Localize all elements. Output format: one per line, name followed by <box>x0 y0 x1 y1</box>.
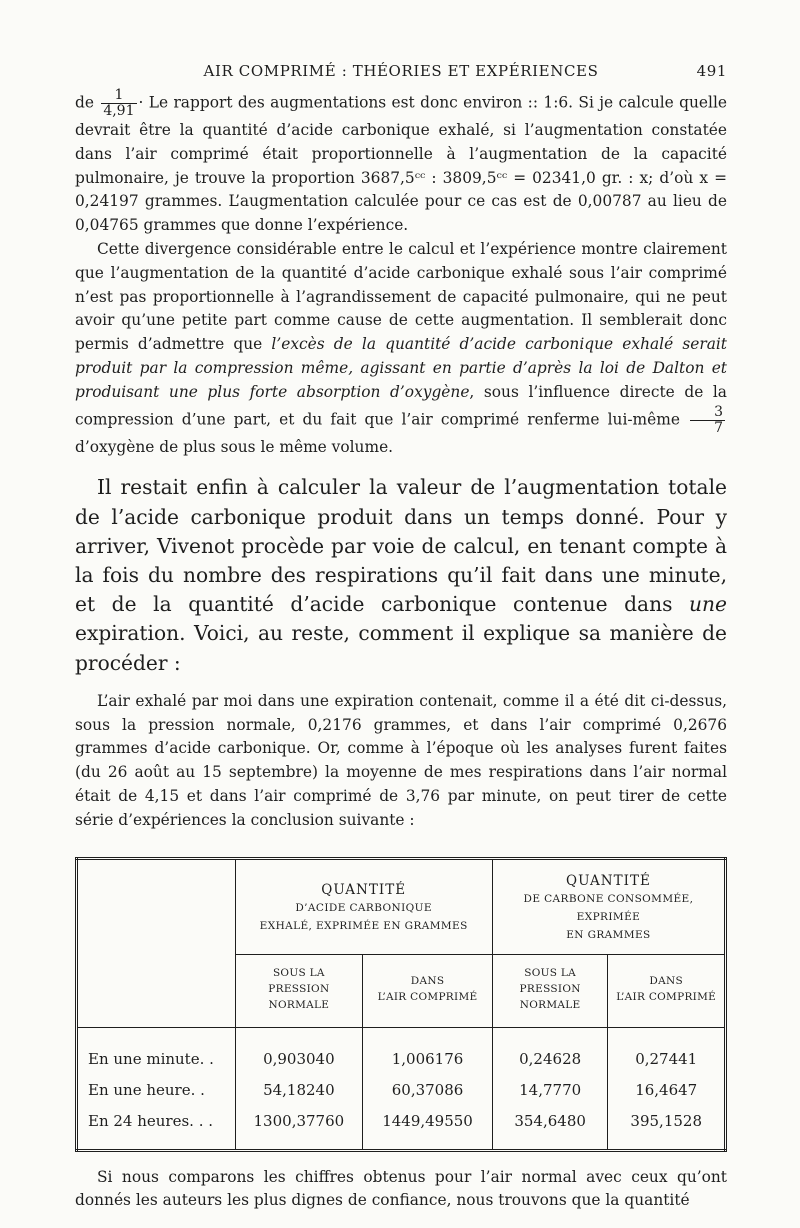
fraction-denominator: 4,91 <box>103 103 135 119</box>
table-cell: 0,903040 <box>235 1027 363 1075</box>
fraction-three-sevenths <box>690 405 725 436</box>
sub-header-line: DANS <box>410 974 445 987</box>
table-cell: 1300,37760 <box>235 1106 363 1151</box>
row-label: En une heure. . <box>88 1081 205 1100</box>
table-cell: 60,37086 <box>363 1075 493 1106</box>
large-paragraph-text <box>75 473 727 677</box>
sub-header-line: PRESSION NORMALE <box>268 982 330 1011</box>
page <box>75 62 727 1213</box>
table-cell: 0,27441 <box>608 1027 726 1075</box>
sub-header <box>492 954 608 1027</box>
table-row <box>77 1106 726 1151</box>
divergence-text-2: , sous l’influence directe de la compression d’une part, et du fait que l’air comprimé renferme lui-même <box>75 382 727 429</box>
table-cell: 54,18240 <box>235 1075 363 1106</box>
large-paragraph <box>75 473 727 677</box>
sub-header-line: NORMALE <box>519 998 581 1011</box>
fraction-numerator: 3 <box>690 405 725 421</box>
table-cell: 395,1528 <box>608 1106 726 1151</box>
sub-header-line: L’AIR COMPRIMÉ <box>377 990 478 1003</box>
row-label: En 24 heures. . . <box>88 1112 214 1131</box>
sub-header-line: SOUS LA PRESSION <box>519 966 581 995</box>
table-row <box>77 1027 726 1075</box>
fraction-numerator: 1 <box>101 88 136 104</box>
upper-text <box>75 88 727 459</box>
page-number: 491 <box>696 62 727 80</box>
sub-header <box>235 954 363 1027</box>
group-subtitle: EN GRAMMES <box>566 928 651 941</box>
row-label: En une minute. . <box>88 1050 214 1069</box>
sub-header-line: SOUS LA <box>272 966 325 979</box>
header-title: AIR COMPRIMÉ : THÉORIES ET EXPÉRIENCES <box>203 62 599 80</box>
quotation-text: L’air exhalé par moi dans une expiration contenait, comme il a été dit ci-dessus, sous la pression normale, 0,2176 grammes, et dans l’air comprimé 0,2676 grammes d’acide carbonique. Or, comme à l’époque où les analyses furent faites (du 26 août au 15 septembre) la moyenne de mes respirations dans l’air normal était de 4,15 et dans l’air comprimé de 3,76 par minute, on peut tirer de cette série d’expériences la conclusion suivante : <box>75 691 727 829</box>
table-cell: 14,7770 <box>492 1075 608 1106</box>
fraction-denominator: 7 <box>714 419 723 436</box>
large-text-1: Il restait enfin à calculer la valeur de l’augmentation totale de l’acide carbonique produit dans un temps donné. Pour y arriver, Vivenot procède par voie de calcul, en tenant compte à la fois du nombre des respirations qu’il fait dans une minute, et de la quantité d’acide carbonique contenue dans <box>75 475 727 617</box>
large-text-2: expiration. Voici, au reste, comment il explique sa manière de procéder : <box>75 621 727 675</box>
divergence-text-3: d’oxygène de plus sous le même volume. <box>75 437 394 456</box>
running-header <box>75 62 727 88</box>
sub-header <box>363 954 493 1027</box>
table-cell: 0,24628 <box>492 1027 608 1075</box>
paragraph-lead: de <box>75 93 100 112</box>
closing-paragraph: Si nous comparons les chiffres obtenus pour l’air normal avec ceux qu’ont donnés les auteurs les plus dignes de confiance, nous trouvons que la quantité <box>75 1167 727 1210</box>
table-cell: 354,6480 <box>492 1106 608 1151</box>
divergence-text-1: Cette divergence considérable entre le calcul et l’expérience montre clairement que l’augmentation de la quantité d’acide carbonique exhalé sous l’air comprimé n’est pas proportionnelle à l’agrandissement de capacité pulmonaire, qui ne peut avoir qu’une petite part comme cause de cette augmentation. Il semblerait donc permis d’admettre que <box>75 239 727 354</box>
group-subtitle: D’ACIDE CARBONIQUE <box>295 901 432 914</box>
group-title: QUANTITÉ <box>566 872 651 889</box>
fraction-one-over-4-91 <box>101 88 136 119</box>
table-cell: 16,4647 <box>608 1075 726 1106</box>
closing-text <box>75 1166 727 1214</box>
table-group-header-row <box>77 858 726 954</box>
paragraph-ratio-text: · Le rapport des augmentations est donc environ :: 1:6. Si je calcule quelle devrait être la quantité d’acide carbonique exhalé, si l’augmentation constatée dans l’air comprimé était proportionnelle à l’augmentation de la capacité pulmonaire, je trouve la proportion 3687,5ᶜᶜ : 3809,5ᶜᶜ = 02341,0 gr. : x; d’où x = 0,24197 grammes. L’augmentation calculée pour ce cas est de 0,00787 au lieu de 0,04765 grammes que donne l’expérience. <box>75 93 727 235</box>
table-corner-cell <box>77 858 236 954</box>
data-table <box>75 857 727 1152</box>
sub-header-line: L’AIR COMPRIMÉ <box>616 990 717 1003</box>
group-title: QUANTITÉ <box>321 881 407 898</box>
table-cell: 1,006176 <box>363 1027 493 1075</box>
table-sub-header-row <box>77 954 726 1027</box>
group-header-acid <box>235 858 492 954</box>
group-subtitle: EXHALÉ, EXPRIMÉE EN GRAMMES <box>259 919 468 932</box>
sub-header-line: DANS <box>649 974 683 987</box>
quotation <box>75 690 727 833</box>
group-subtitle: DE CARBONE CONSOMMÉE, EXPRIMÉE <box>523 892 694 923</box>
table-row <box>77 1075 726 1106</box>
paragraph-divergence <box>75 238 727 459</box>
divergence-italic: l’excès de la quantité d’acide carbonique exhalé serait produit par la compression même, agissant en partie d’après la loi de Dalton et produisant une plus forte absorption d’oxygène <box>75 335 727 401</box>
group-header-carbon <box>492 858 725 954</box>
table-cell: 1449,49550 <box>363 1106 493 1151</box>
large-italic: une <box>689 592 727 617</box>
sub-header <box>608 954 726 1027</box>
table-corner-cell <box>77 954 236 1027</box>
paragraph-ratio <box>75 88 727 238</box>
